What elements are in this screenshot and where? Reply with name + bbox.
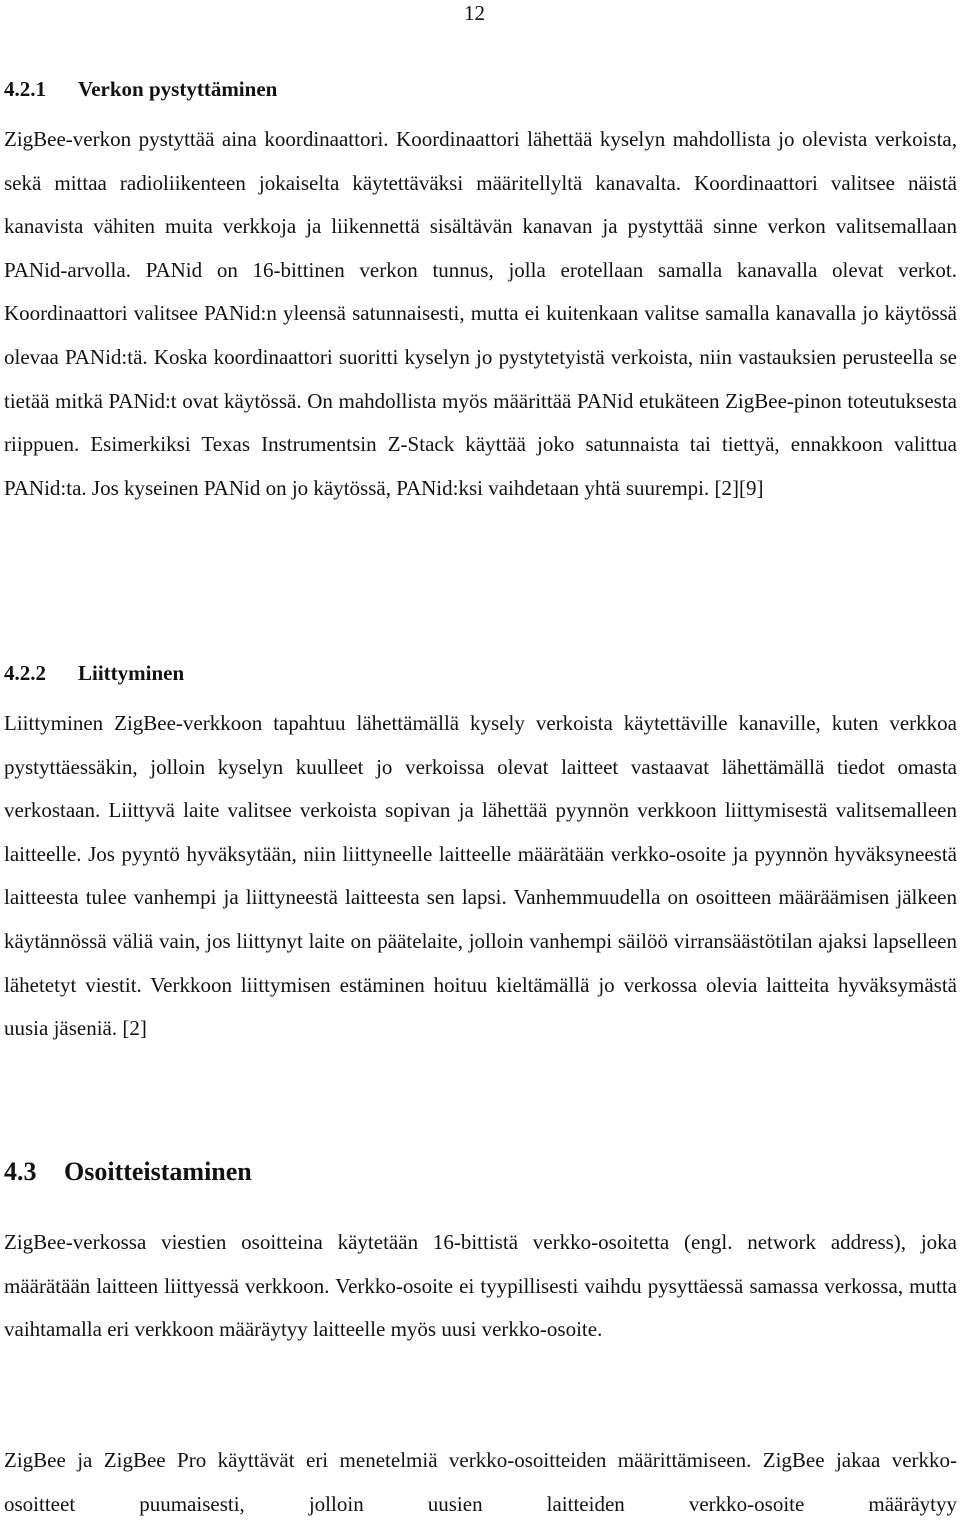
section-heading-verkon-pystyttaminen xyxy=(4,74,277,104)
section-title: Liittyminen xyxy=(78,661,185,685)
paragraph-osoitteistaminen-2: ZigBee ja ZigBee Pro käyttävät eri menetelmiä verkko-osoitteiden määrittämiseen. ZigBee jakaa verkko-osoitteet puumaisesti, jolloin uusien laitteiden verkko-osoite määräytyy xyxy=(4,1448,957,1516)
page-number: 12 xyxy=(464,1,485,25)
section-title: Osoitteistaminen xyxy=(64,1157,252,1186)
section-number: 4.2.1 xyxy=(4,77,46,101)
section-number: 4.2.2 xyxy=(4,661,46,685)
paragraph-liittyminen: Liittyminen ZigBee-verkkoon tapahtuu lähettämällä kysely verkoista käytettäville kanaville, kuten verkkoa pystyttäessäkin, jolloin kyselyn kuulleet jo verkoissa olevat laitteet vastaavat lähettämällä tiedot omasta verkostaan. Liittyvä laite valitsee verkoista sopivan ja lähettää pyynnön verkkoon liittymisestä valitsemalleen laitteelle. Jos pyyntö hyväksytään, niin liittyneelle laitteelle määrätään verkko-osoite ja pyynnön hyväksyneestä laitteesta tulee vanhempi ja liittyneestä laitteesta sen lapsi. Vanhemmuudella on osoitteen määräämisen jälkeen käytännössä väliä vain, jos liittynyt laite on päätelaite, jolloin vanhempi säilöö virransäästötilan ajaksi lapselleen lähetetyt viestit. Verkkoon liittymisen estäminen hoituu kieltämällä jo verkossa olevia laitteita hyväksymästä uusia jäseniä. [2] xyxy=(4,711,957,1041)
section-heading-liittyminen xyxy=(4,658,184,688)
paragraph-osoitteistaminen-1: ZigBee-verkossa viestien osoitteina käytetään 16-bittistä verkko-osoitetta (engl. network address), joka määrätään laitteen liittyessä verkkoon. Verkko-osoite ei tyypillisesti vaihdu pysyttäessä samassa verkossa, mutta vaihtamalla eri verkkoon määräytyy laitteelle myös uusi verkko-osoite. xyxy=(4,1230,957,1342)
section-number: 4.3 xyxy=(4,1157,37,1186)
section-title: Verkon pystyttäminen xyxy=(78,77,278,101)
paragraph-verkon-pystyttaminen: ZigBee-verkon pystyttää aina koordinaattori. Koordinaattori lähettää kyselyn mahdollista jo olevista verkoista, sekä mittaa radioliikenteen jokaiselta käytettäväksi määritellyltä kanavalta. Koordinaattori valitsee näistä kanavista vähiten muita verkkoja ja liikennettä sisältävän kanavan ja pystyttää sinne verkon valitsemallaan PANid-arvolla. PANid on 16-bittinen verkon tunnus, jolla erotellaan samalla kanavalla olevat verkot. Koordinaattori valitsee PANid:n yleensä satunnaisesti, mutta ei kuitenkaan valitse samalla kanavalla jo käytössä olevaa PANid:tä. Koska koordinaattori suoritti kyselyn jo pystytetyistä verkoista, niin vastauksien perusteella se tietää mitkä PANid:t ovat käytössä. On mahdollista myös määrittää PANid etukäteen ZigBee-pinon toteutuksesta riippuen. Esimerkiksi Texas Instrumentsin Z-Stack käyttää joko satunnaista tai tiettyä, ennakkoon valittua PANid:ta. Jos kyseinen PANid on jo käytössä, PANid:ksi vaihdetaan yhtä suurempi. [2][9] xyxy=(4,127,957,500)
section-heading-osoitteistaminen xyxy=(4,1155,252,1189)
